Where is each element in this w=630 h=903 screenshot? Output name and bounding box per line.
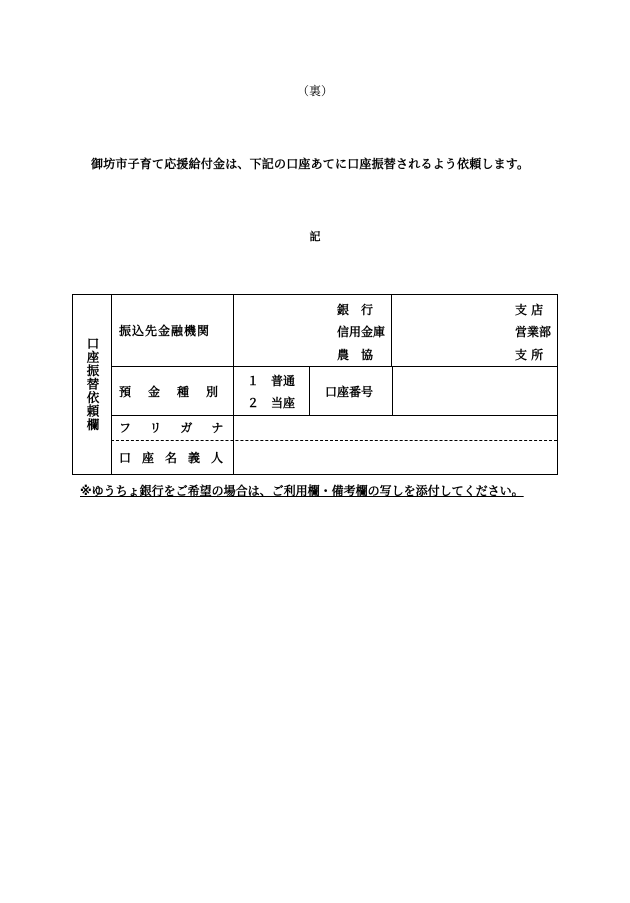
institution-label: 振込先金融機関 [119,324,211,338]
furigana-field[interactable] [234,416,557,440]
deposit-option-current: ２ 当座 [247,396,296,410]
divider [391,295,392,366]
deposit-type-label: 預金種別 [119,385,236,399]
branch-type-office: 支 所 [515,348,544,362]
bank-type-bank: 銀 行 [337,303,374,317]
yucho-note: ※ゆうちょ銀行をご希望の場合は、ご利用欄・備考欄の写しを添付してください。 [80,484,524,498]
account-holder-label: 口座名義人 [119,451,235,465]
divider [309,366,310,415]
request-text: 御坊市子育て応援給付金は、下記の口座あてに口座振替されるよう依頼します。 [91,157,530,171]
divider [111,295,112,474]
side-title: 口座振替依頼欄 [85,337,100,432]
account-number-field[interactable] [393,367,557,415]
branch-type-sales-dept: 営業部 [515,325,552,339]
deposit-option-ordinary: １ 普通 [247,374,296,388]
page-heading: （裏） [296,84,333,98]
account-number-label: 口座番号 [325,385,374,399]
branch-type-branch: 支 店 [515,303,544,317]
ki-heading: 記 [309,230,321,243]
account-holder-field[interactable] [234,441,557,474]
furigana-label: フリガナ [119,421,243,435]
bank-type-nokyo: 農 協 [337,348,374,362]
bank-type-shinkin: 信用金庫 [337,325,386,339]
account-transfer-form [72,294,558,475]
side-title-cell [73,295,111,474]
